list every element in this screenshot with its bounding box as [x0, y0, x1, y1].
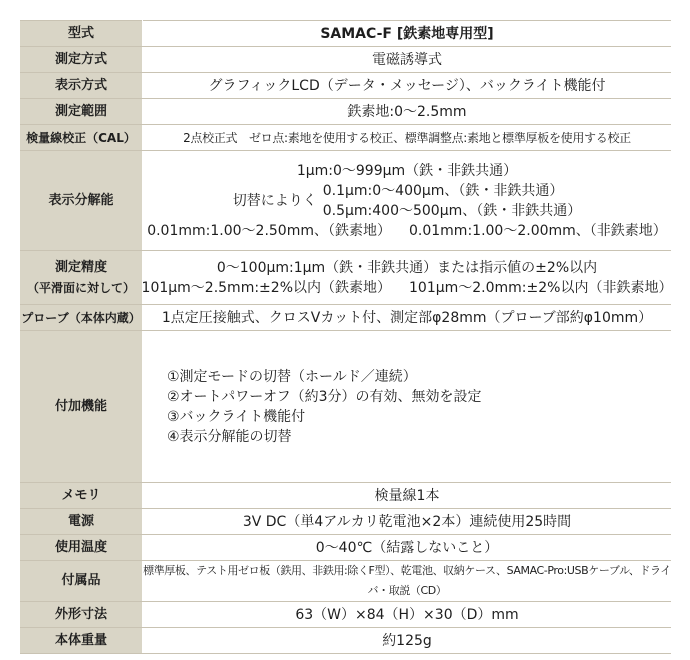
spec-label: 型式	[20, 21, 143, 47]
feature-item: ③バックライト機能付	[167, 408, 306, 425]
resolution-line: 0.01mm:1.00～2.50mm、（鉄素地）	[147, 222, 391, 239]
spec-label: 表示方式	[20, 73, 143, 99]
spec-row-display	[20, 73, 671, 99]
spec-label: 測定範囲	[20, 99, 143, 125]
spec-value: 標準厚板、テスト用ゼロ板（鉄用、非鉄用:除くF型）、乾電池、収納ケース、SAMAC-Pro:USBケーブル、ドライバ・取説（CD）	[143, 561, 672, 602]
spec-row-calibration	[20, 125, 671, 151]
spec-label: 外形寸法	[20, 602, 143, 628]
spec-row-accuracy	[20, 251, 671, 305]
accuracy-line: 101μm～2.0mm:±2%以内（非鉄素地）	[409, 279, 673, 296]
spec-row-weight	[20, 628, 671, 654]
spec-value: 約125g	[143, 628, 672, 654]
feature-item: ④表示分解能の切替	[167, 428, 292, 445]
resolution-line: 0.5μm:400～500μm、（鉄・非鉄共通）	[322, 202, 582, 219]
spec-label: 本体重量	[20, 628, 143, 654]
spec-row-features	[20, 331, 671, 483]
spec-value: 3V DC（単4アルカリ乾電池×2本）連続使用25時間	[143, 509, 672, 535]
resolution-line: 0.01mm:1.00～2.00mm、（非鉄素地）	[409, 222, 667, 239]
spec-value: 63（W）×84（H）×30（D）mm	[143, 602, 672, 628]
spec-row-power	[20, 509, 671, 535]
spec-row-memory	[20, 483, 671, 509]
spec-label: 電源	[20, 509, 143, 535]
spec-value: SAMAC-F [鉄素地専用型]	[143, 21, 672, 47]
spec-value: 検量線1本	[143, 483, 672, 509]
spec-value: 電磁誘導式	[143, 47, 672, 73]
spec-value-resolution	[143, 151, 672, 251]
spec-row-dimensions	[20, 602, 671, 628]
feature-item: ②オートパワーオフ（約3分）の有効、無効を設定	[167, 388, 482, 405]
resolution-line: 0.1μm:0～400μm、（鉄・非鉄共通）	[322, 182, 564, 199]
spec-label: メモリ	[20, 483, 143, 509]
spec-value: 1点定圧接触式、クロスVカット付、測定部φ28mm（プローブ部約φ10mm）	[143, 305, 672, 331]
spec-value: グラフィックLCD（データ・メッセージ）、バックライト機能付	[143, 73, 672, 99]
spec-label: 付属品	[20, 561, 143, 602]
spec-label-note: （平滑面に対して）	[26, 280, 135, 295]
spec-row-method	[20, 47, 671, 73]
feature-item: ①測定モードの切替（ホールド／連続）	[167, 368, 417, 385]
spec-label: プローブ（本体内蔵）	[20, 305, 143, 331]
spec-label-accuracy	[20, 251, 143, 305]
spec-row-temperature	[20, 535, 671, 561]
resolution-switch-group	[143, 181, 671, 221]
spec-value: 0～40℃（結露しないこと）	[143, 535, 672, 561]
spec-label: 付加機能	[20, 331, 143, 483]
spec-value: 2点校正式 ゼロ点:素地を使用する校正、標準調整点:素地と標準厚板を使用する校正	[143, 125, 672, 151]
spec-label: 測定精度	[54, 259, 107, 275]
resolution-line-pair	[143, 221, 671, 241]
accuracy-line: 101μm～2.5mm:±2%以内（鉄素地）	[141, 279, 391, 296]
resolution-line: 1μm:0～999μm（鉄・非鉄共通）	[296, 162, 518, 179]
spec-label: 使用温度	[20, 535, 143, 561]
spec-row-model	[20, 21, 671, 47]
spec-value-features	[143, 331, 672, 483]
spec-row-range	[20, 99, 671, 125]
accuracy-line: 0～100μm:1μm（鉄・非鉄共通）または指示値の±2%以内	[216, 259, 598, 276]
spec-table	[20, 20, 671, 654]
spec-value-accuracy	[143, 251, 672, 305]
spec-row-probe	[20, 305, 671, 331]
spec-label: 検量線校正（CAL）	[20, 125, 143, 151]
resolution-switch-list	[323, 181, 582, 221]
resolution-switch-lead: 切替によりく	[232, 192, 317, 209]
spec-value: 鉄素地:0～2.5mm	[143, 99, 672, 125]
spec-label: 測定方式	[20, 47, 143, 73]
spec-label: 表示分解能	[20, 151, 143, 251]
accuracy-line-pair	[143, 278, 671, 298]
spec-row-accessories	[20, 561, 671, 602]
spec-row-resolution	[20, 151, 671, 251]
